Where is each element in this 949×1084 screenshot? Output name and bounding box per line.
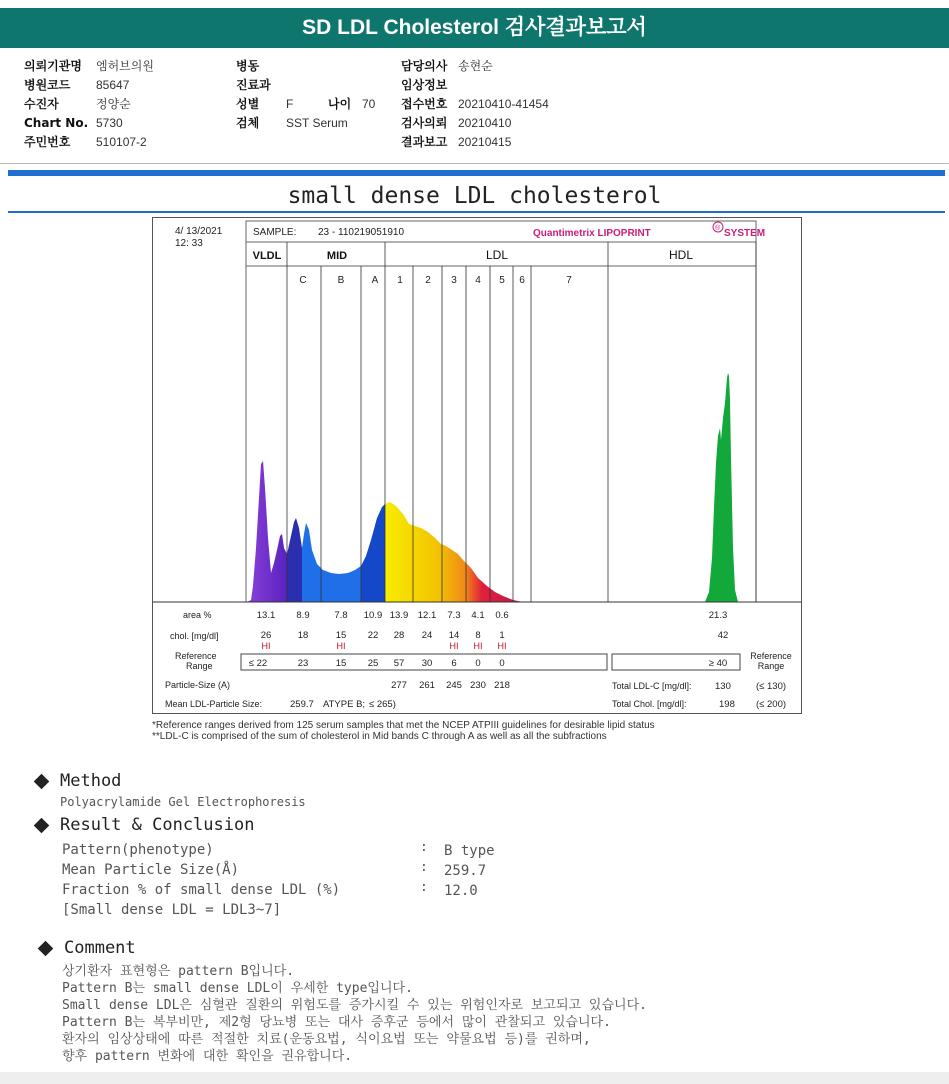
total-chol-ref: (≤ 200) (756, 699, 787, 710)
info-value: 엠허브의원 (96, 59, 154, 73)
row-label-ref2: Range (186, 661, 213, 671)
band-label: 3 (451, 275, 457, 286)
vldl-peak (247, 461, 287, 602)
divider (8, 170, 945, 176)
mean-particle-value: 259.7 (290, 699, 314, 710)
band-label: A (371, 275, 379, 286)
info-label: 담당의사 (401, 59, 448, 73)
hi-flag: HI (449, 641, 459, 651)
chol-value: 42 (717, 630, 729, 641)
ref-value: ≥ 40 (708, 658, 728, 669)
area-value: 13.9 (389, 610, 409, 621)
ref-range-right-label: Range (757, 661, 785, 671)
chol-value: 28 (393, 630, 405, 641)
brand-system: SYSTEM (724, 228, 766, 239)
total-chol-value: 198 (719, 699, 735, 710)
particle-size: 245 (446, 680, 462, 691)
ref-value: 15 (335, 658, 347, 669)
area-values (257, 610, 728, 621)
ref-value: 23 (297, 658, 309, 669)
info-value: 정양순 (96, 97, 131, 111)
hi-flag: HI (336, 641, 346, 651)
band-label: 5 (499, 275, 505, 286)
result-note: [Small dense LDL = LDL3~7] (62, 902, 282, 918)
group-label-ldl: LDL (485, 248, 509, 262)
footnote: **LDL-C is comprised of the sum of cholesterol in Mid bands C through A as well as all the subfractions (152, 731, 607, 742)
hi-flags (262, 641, 507, 651)
area-value: 12.1 (417, 610, 437, 621)
area-value: 7.3 (447, 610, 461, 621)
area-value: 13.1 (256, 610, 276, 621)
band-dividers (287, 242, 756, 602)
band-label: B (337, 275, 345, 286)
mean-particle-type: ATYPE B; (323, 699, 366, 710)
band-label: C (299, 275, 307, 286)
info-label: 수진자 (24, 97, 59, 111)
footnote: *Reference ranges derived from 125 serum samples that met the NCEP ATPIII guidelines for desirable lipid status (152, 720, 655, 731)
row-labels (165, 610, 262, 709)
method-heading-label: Method (60, 771, 122, 791)
area-value: 8.9 (296, 610, 310, 621)
diamond-bullet-icon (38, 940, 54, 956)
result-heading-label: Result & Conclusion (60, 815, 255, 835)
info-value: SST Serum (286, 115, 348, 130)
info-label: 진료과 (236, 78, 271, 92)
area-value: 21.3 (708, 610, 728, 621)
result-label: Pattern(phenotype) (62, 842, 214, 858)
row-label-ref1: Reference (175, 651, 217, 661)
info-value: 510107-2 (96, 134, 147, 149)
ref-value: 6 (451, 658, 457, 669)
brand-sup: ® (715, 225, 721, 232)
info-label: 검사의뢰 (401, 116, 448, 130)
report-date: 4/ 13/2021 (175, 226, 223, 237)
area-value: 7.8 (334, 610, 348, 621)
comment-line: 환자의 임상상태에 따른 적절한 치료(운동요법, 식이요법 또는 약물요법 등)를 권하며, (62, 1032, 591, 1047)
group-label-mid: MID (326, 250, 348, 262)
row-label-particle: Particle-Size (A) (165, 680, 231, 690)
info-value: 20210415 (458, 134, 512, 149)
particle-size: 230 (470, 680, 486, 691)
comment-line: 상기환자 표현형은 pattern B입니다. (62, 964, 295, 979)
hi-flag: HI (473, 641, 483, 651)
lipoprint-report (152, 217, 802, 714)
row-label-chol: chol. [mg/dl] (170, 631, 219, 641)
chol-value: 14 (448, 630, 460, 641)
total-ldl-value: 130 (715, 681, 731, 692)
band-label: 1 (397, 275, 403, 286)
info-label: 임상정보 (401, 78, 448, 92)
info-value: 송현순 (458, 59, 493, 73)
ref-value: 25 (367, 658, 379, 669)
info-label: Chart No. (24, 115, 89, 130)
mid-b-peak (302, 523, 361, 602)
info-label: 성별 (236, 97, 260, 111)
info-label: 병원코드 (24, 78, 71, 92)
row-label-area: area % (183, 610, 212, 620)
area-value: 4.1 (471, 610, 485, 621)
particle-size: 277 (391, 680, 407, 691)
mean-particle-limit: ≤ 265) (369, 699, 396, 710)
ref-value: ≤ 22 (248, 658, 268, 669)
sample-label: SAMPLE: (253, 227, 297, 238)
divider (0, 163, 949, 164)
lipoprint-chart (153, 218, 802, 714)
patient-info-col1 (24, 56, 154, 151)
brand-name: Quantimetrix LIPOPRINT (533, 228, 651, 239)
ref-value: 0 (475, 658, 481, 669)
area-value: 10.9 (363, 610, 383, 621)
ldl-subfraction-peaks (385, 502, 523, 602)
band-label: 6 (519, 275, 525, 286)
result-label: Fraction % of small dense LDL (%) (62, 882, 341, 898)
info-value: 85647 (96, 77, 130, 92)
result-colon: : (420, 880, 428, 895)
particle-size: 261 (419, 680, 435, 691)
chol-value: 15 (335, 630, 347, 641)
hi-flag: HI (497, 641, 507, 651)
particle-size: 218 (494, 680, 510, 691)
chol-value: 1 (499, 630, 505, 641)
band-label: 7 (566, 275, 572, 286)
info-value: 20210410 (458, 115, 512, 130)
info-label: 주민번호 (24, 135, 71, 149)
comment-heading (40, 938, 136, 958)
hdl-peak (705, 373, 738, 602)
chol-value: 22 (367, 630, 379, 641)
total-chol-label: Total Chol. [mg/dl]: (612, 699, 687, 709)
chol-values (261, 630, 729, 641)
result-label: Mean Particle Size(Å) (62, 862, 240, 878)
group-label-vldl: VLDL (252, 250, 282, 262)
total-ldl-ref: (≤ 130) (756, 681, 787, 692)
comment-heading-label: Comment (64, 938, 136, 958)
report-time: 12: 33 (175, 238, 203, 249)
comment-line: Small dense LDL은 심혈관 질환의 위험도를 증가시킬 수 있는 위험인자로 보고되고 있습니다. (62, 998, 647, 1013)
electrophoretogram-frame (246, 242, 756, 602)
ref-values (249, 658, 727, 669)
ref-value: 57 (393, 658, 405, 669)
report-title: SD LDL Cholesterol 검사결과보고서 (0, 8, 949, 48)
result-value: B type (444, 843, 495, 859)
sample-id: 23 - 110219051910 (318, 227, 405, 238)
diamond-bullet-icon (34, 817, 50, 833)
info-label: 검체 (236, 116, 260, 130)
divider (8, 211, 945, 213)
band-label: 4 (475, 275, 481, 286)
chol-value: 18 (297, 630, 309, 641)
patient-info-col3 (401, 56, 549, 151)
area-value: 0.6 (495, 610, 509, 621)
result-colon: : (420, 860, 428, 875)
comment-line: Pattern B는 small dense LDL이 우세한 type입니다. (62, 981, 413, 996)
total-ldl-label: Total LDL-C [mg/dl]: (612, 681, 692, 691)
comment-line: Pattern B는 복부비만, 제2형 당뇨병 또는 대사 증후군 등에서 많이 관찰되고 있습니다. (62, 1015, 611, 1030)
ref-value: 0 (499, 658, 505, 669)
result-heading (36, 815, 254, 835)
hi-flag: HI (261, 641, 271, 651)
info-value: F (286, 96, 294, 111)
info-label: 병동 (236, 59, 260, 73)
particle-sizes (391, 680, 510, 691)
info-label: 접수번호 (401, 97, 448, 111)
ref-range-right-label: Reference (750, 651, 792, 661)
diamond-bullet-icon (34, 773, 50, 789)
ref-value: 30 (421, 658, 433, 669)
group-label-hdl: HDL (668, 248, 694, 262)
info-value: 5730 (96, 115, 123, 130)
info-label: 의뢰기관명 (24, 59, 82, 73)
method-heading (36, 771, 121, 791)
mid-a-peak (361, 504, 385, 602)
method-text: Polyacrylamide Gel Electrophoresis (60, 795, 306, 809)
patient-info-col2 (236, 56, 375, 132)
mid-c-peak (287, 518, 302, 602)
result-value: 12.0 (444, 883, 478, 899)
comment-line: 향후 pattern 변화에 대한 확인을 권유합니다. (62, 1049, 353, 1064)
page-bottom-strip (0, 1072, 949, 1084)
chol-value: 24 (421, 630, 433, 641)
chol-value: 8 (475, 630, 481, 641)
chol-value: 26 (260, 630, 272, 641)
result-value: 259.7 (444, 863, 487, 879)
info-value: 20210410-41454 (458, 96, 549, 111)
info-label: 결과보고 (401, 135, 448, 149)
info-value: 70 (362, 96, 376, 111)
section-title: small dense LDL cholesterol (287, 183, 662, 209)
info-label: 나이 (328, 97, 352, 111)
result-colon: : (420, 840, 428, 855)
band-label: 2 (425, 275, 431, 286)
row-label-mean: Mean LDL-Particle Size: (165, 699, 263, 709)
